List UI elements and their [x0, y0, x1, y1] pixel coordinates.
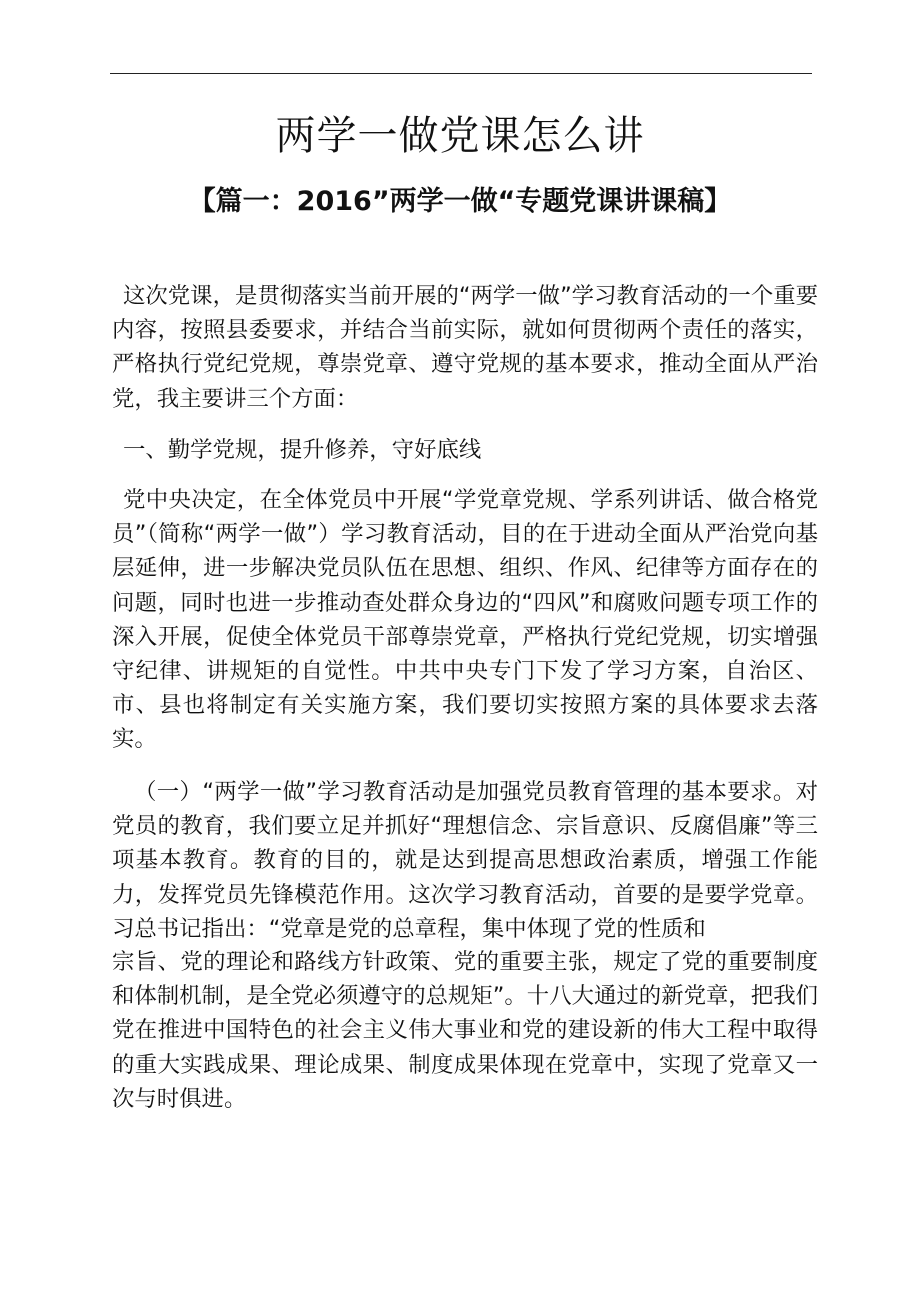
document-subtitle: 【篇一：2016”两学一做“专题党课讲课稿】	[188, 186, 732, 217]
body-paragraph-3: （一）“两学一做”学习教育活动是加强党员教育管理的基本要求。对党员的教育，我们要立足并抓好“理想信念、宗旨意识、反腐倡廉”等三项基本教育。教育的目的，就是达到提高思想政治素质，增强工作能力，发挥党员先锋模范作用。这次学习教育活动，首要的是要学党章。习总书记指出：“党章是党的总章程，集中体现了党的性质和	[112, 779, 818, 942]
header-rule	[110, 73, 812, 74]
intro-paragraph: 这次党课，是贯彻落实当前开展的“两学一做”学习教育活动的一个重要内容，按照县委要求，并结合当前实际，就如何贯彻两个责任的落实，严格执行党纪党规，尊崇党章、遵守党规的基本要求，推动全面从严治党，我主要讲三个方面：	[112, 283, 818, 412]
body-paragraph-4: 宗旨、党的理论和路线方针政策、党的重要主张，规定了党的重要制度和体制机制，是全党必须遵守的总规矩”。十八大通过的新党章，把我们党在推进中国特色的社会主义伟大事业和党的建设新的伟大工程中取得的重大实践成果、理论成果、制度成果体现在党章中，实现了党章又一次与时俱进。	[112, 949, 818, 1112]
section-heading-1: 一、勤学党规，提升修养，守好底线	[123, 437, 482, 463]
body-paragraph-2: 党中央决定，在全体党员中开展“学党章党规、学系列讲话、做合格党员”（简称“两学一做”）学习教育活动，目的在于进动全面从严治党向基层延伸，进一步解决党员队伍在思想、组织、作风、纪律等方面存在的问题，同时也进一步推动查处群众身边的“四风”和腐败问题专项工作的深入开展，促使全体党员干部尊崇党章，严格执行党纪党规，切实增强守纪律、讲规矩的自觉性。中共中央专门下发了学习方案，自治区、市、县也将制定有关实施方案，我们要切实按照方案的具体要求去落实。	[112, 487, 818, 753]
document-title: 两学一做党课怎么讲	[275, 113, 645, 159]
